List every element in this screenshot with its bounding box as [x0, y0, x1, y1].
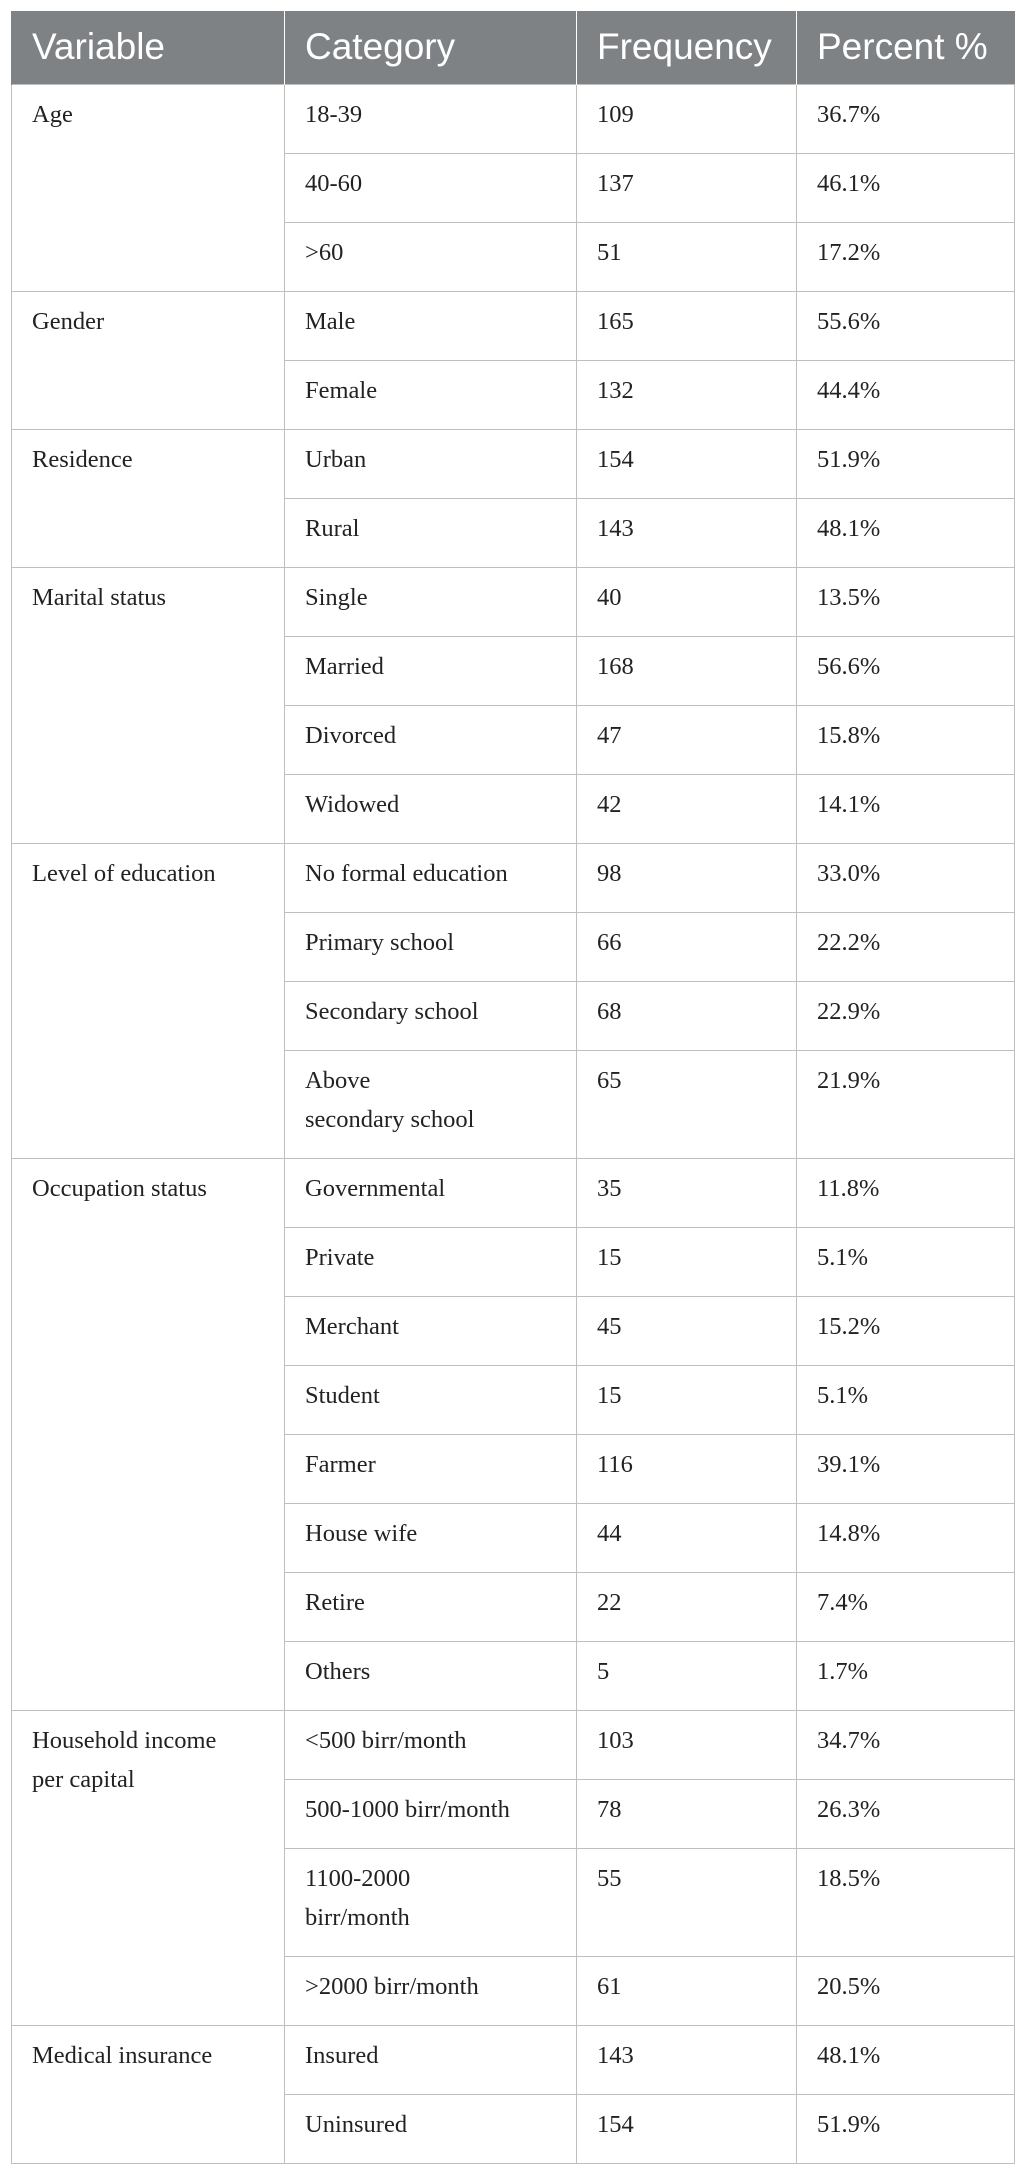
percent-cell: 15.8%	[797, 705, 1015, 774]
category-cell: Primary school	[285, 912, 577, 981]
category-cell: 1100-2000 birr/month	[285, 1848, 577, 1956]
percent-cell: 36.7%	[797, 84, 1015, 153]
header-frequency: Frequency	[577, 11, 797, 84]
percent-cell: 1.7%	[797, 1641, 1015, 1710]
frequency-cell: 61	[577, 1956, 797, 2025]
category-cell: House wife	[285, 1503, 577, 1572]
frequency-cell: 143	[577, 498, 797, 567]
variable-cell: Medical insurance	[12, 2025, 285, 2163]
table-row	[12, 84, 1015, 153]
frequency-cell: 143	[577, 2025, 797, 2094]
frequency-cell: 137	[577, 153, 797, 222]
frequency-cell: 103	[577, 1710, 797, 1779]
category-cell: Male	[285, 291, 577, 360]
percent-cell: 11.8%	[797, 1158, 1015, 1227]
category-cell: Student	[285, 1365, 577, 1434]
category-cell: Widowed	[285, 774, 577, 843]
frequency-cell: 116	[577, 1434, 797, 1503]
category-cell: 40-60	[285, 153, 577, 222]
frequency-cell: 35	[577, 1158, 797, 1227]
frequency-cell: 45	[577, 1296, 797, 1365]
percent-cell: 14.8%	[797, 1503, 1015, 1572]
category-cell: >60	[285, 222, 577, 291]
table-row	[12, 1710, 1015, 1779]
category-cell: Uninsured	[285, 2094, 577, 2163]
table-header	[12, 11, 1015, 84]
frequency-cell: 42	[577, 774, 797, 843]
frequency-cell: 15	[577, 1227, 797, 1296]
percent-cell: 48.1%	[797, 2025, 1015, 2094]
variable-cell: Household income per capital	[12, 1710, 285, 2025]
frequency-cell: 66	[577, 912, 797, 981]
category-cell: Divorced	[285, 705, 577, 774]
percent-cell: 34.7%	[797, 1710, 1015, 1779]
table-row	[12, 291, 1015, 360]
category-cell: Secondary school	[285, 981, 577, 1050]
percent-cell: 51.9%	[797, 429, 1015, 498]
percent-cell: 7.4%	[797, 1572, 1015, 1641]
header-percent: Percent %	[797, 11, 1015, 84]
category-cell: Above secondary school	[285, 1050, 577, 1158]
category-cell: No formal education	[285, 843, 577, 912]
percent-cell: 5.1%	[797, 1227, 1015, 1296]
percent-cell: 33.0%	[797, 843, 1015, 912]
header-category: Category	[285, 11, 577, 84]
table-row	[12, 2025, 1015, 2094]
variable-cell: Residence	[12, 429, 285, 567]
frequency-cell: 68	[577, 981, 797, 1050]
header-row	[12, 11, 1015, 84]
percent-cell: 17.2%	[797, 222, 1015, 291]
category-cell: <500 birr/month	[285, 1710, 577, 1779]
category-cell: Married	[285, 636, 577, 705]
header-variable: Variable	[12, 11, 285, 84]
percent-cell: 48.1%	[797, 498, 1015, 567]
category-cell: Single	[285, 567, 577, 636]
category-cell: Private	[285, 1227, 577, 1296]
category-cell: >2000 birr/month	[285, 1956, 577, 2025]
frequency-cell: 154	[577, 429, 797, 498]
percent-cell: 18.5%	[797, 1848, 1015, 1956]
percent-cell: 14.1%	[797, 774, 1015, 843]
percent-cell: 56.6%	[797, 636, 1015, 705]
frequency-cell: 44	[577, 1503, 797, 1572]
frequency-cell: 165	[577, 291, 797, 360]
percent-cell: 26.3%	[797, 1779, 1015, 1848]
frequency-cell: 51	[577, 222, 797, 291]
frequency-cell: 132	[577, 360, 797, 429]
percent-cell: 21.9%	[797, 1050, 1015, 1158]
variable-cell: Marital status	[12, 567, 285, 843]
frequency-cell: 55	[577, 1848, 797, 1956]
category-cell: Farmer	[285, 1434, 577, 1503]
category-cell: Others	[285, 1641, 577, 1710]
category-cell: Insured	[285, 2025, 577, 2094]
percent-cell: 22.9%	[797, 981, 1015, 1050]
variable-cell: Occupation status	[12, 1158, 285, 1710]
frequency-cell: 15	[577, 1365, 797, 1434]
category-cell: Urban	[285, 429, 577, 498]
frequency-cell: 154	[577, 2094, 797, 2163]
frequency-cell: 78	[577, 1779, 797, 1848]
variable-cell: Age	[12, 84, 285, 291]
category-cell: Governmental	[285, 1158, 577, 1227]
table-body	[12, 84, 1015, 2163]
category-cell: Retire	[285, 1572, 577, 1641]
category-cell: 18-39	[285, 84, 577, 153]
percent-cell: 5.1%	[797, 1365, 1015, 1434]
frequency-cell: 5	[577, 1641, 797, 1710]
category-cell: Female	[285, 360, 577, 429]
frequency-cell: 168	[577, 636, 797, 705]
variable-cell: Gender	[12, 291, 285, 429]
percent-cell: 20.5%	[797, 1956, 1015, 2025]
category-cell: 500-1000 birr/month	[285, 1779, 577, 1848]
percent-cell: 15.2%	[797, 1296, 1015, 1365]
variable-cell: Level of education	[12, 843, 285, 1158]
percent-cell: 13.5%	[797, 567, 1015, 636]
frequency-cell: 47	[577, 705, 797, 774]
category-cell: Merchant	[285, 1296, 577, 1365]
category-cell: Rural	[285, 498, 577, 567]
table-row	[12, 429, 1015, 498]
percent-cell: 44.4%	[797, 360, 1015, 429]
data-table-container	[11, 11, 1014, 2164]
frequency-cell: 65	[577, 1050, 797, 1158]
frequency-cell: 22	[577, 1572, 797, 1641]
percent-cell: 55.6%	[797, 291, 1015, 360]
table-row	[12, 1158, 1015, 1227]
percent-cell: 22.2%	[797, 912, 1015, 981]
frequency-cell: 109	[577, 84, 797, 153]
percent-cell: 46.1%	[797, 153, 1015, 222]
table-row	[12, 843, 1015, 912]
frequency-cell: 40	[577, 567, 797, 636]
percent-cell: 39.1%	[797, 1434, 1015, 1503]
demographics-table	[11, 11, 1015, 2164]
frequency-cell: 98	[577, 843, 797, 912]
percent-cell: 51.9%	[797, 2094, 1015, 2163]
table-row	[12, 567, 1015, 636]
